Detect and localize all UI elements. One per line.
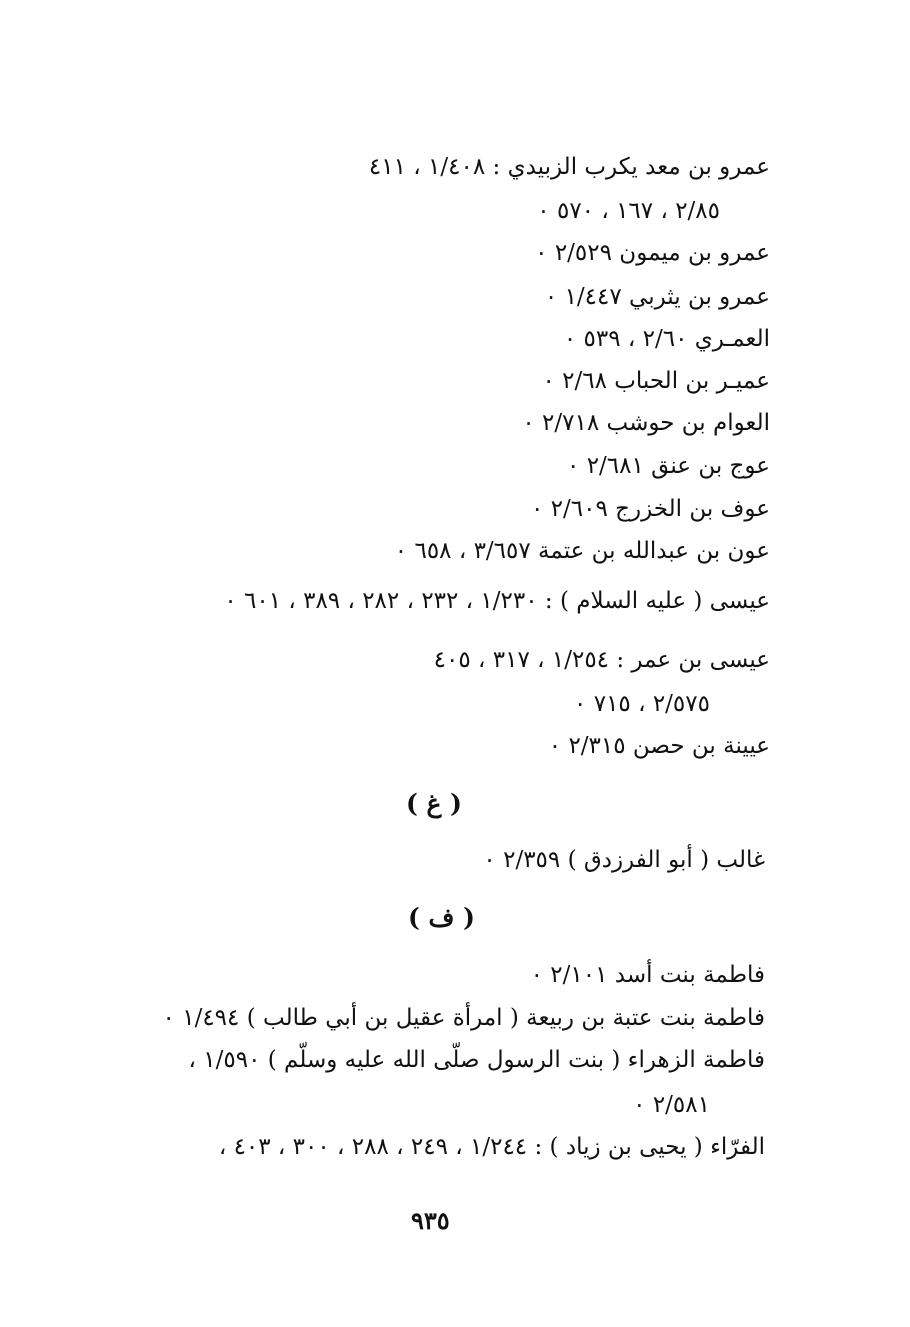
index-entry-continuation: ٢/٨٥ ، ١٦٧ ، ٥٧٠ ٠ [537, 198, 720, 224]
page-number: ٩٣٥ [411, 1206, 450, 1235]
index-entry: الفرّاء ( يحيى بن زياد ) : ١/٢٤٤ ، ٢٤٩ ، ٢٨٨ ، ٣٠٠ ، ٤٠٣ ، [218, 1134, 765, 1160]
section-heading-fa: ( ف ) [408, 903, 475, 932]
index-entry: عيسى ( عليه السلام ) : ١/٢٣٠ ، ٢٣٢ ، ٢٨٢ ، ٣٨٩ ، ٦٠١ ٠ [224, 588, 770, 614]
index-entry: فاطمة بنت عتبة بن ربيعة ( امرأة عقيل بن أبي طالب ) ١/٤٩٤ ٠ [162, 1005, 765, 1031]
index-entry-continuation: ٢/٥٨١ ٠ [633, 1092, 710, 1118]
index-entry: فاطمة الزهراء ( بنت الرسول صلّى الله عليه وسلّم ) ١/٥٩٠ ، [188, 1047, 765, 1073]
index-entry: عيينة بن حصن ٢/٣١٥ ٠ [548, 733, 770, 759]
index-entry: العوام بن حوشب ٢/٧١٨ ٠ [522, 410, 770, 436]
index-entry: عوف بن الخزرج ٢/٦٠٩ ٠ [530, 496, 770, 522]
index-entry: عمرو بن يثربي ١/٤٤٧ ٠ [544, 284, 770, 310]
index-entry: عيسى بن عمر : ١/٢٥٤ ، ٣١٧ ، ٤٠٥ [433, 647, 770, 673]
index-entry: عون بن عبدالله بن عتمة ٣/٦٥٧ ، ٦٥٨ ٠ [394, 538, 770, 564]
index-entry: غالب ( أبو الفرزدق ) ٢/٣٥٩ ٠ [483, 847, 765, 873]
index-entry: عمرو بن ميمون ٢/٥٢٩ ٠ [535, 240, 770, 266]
index-entry-continuation: ٢/٥٧٥ ، ٧١٥ ٠ [574, 691, 710, 717]
index-entry: العمـري ٢/٦٠ ، ٥٣٩ ٠ [563, 326, 770, 352]
index-entry: عمرو بن معد يكرب الزبيدي : ١/٤٠٨ ، ٤١١ [368, 154, 770, 180]
index-entry: عميـر بن الحباب ٢/٦٨ ٠ [542, 368, 770, 394]
index-entry: فاطمة بنت أسد ٢/١٠١ ٠ [530, 962, 765, 988]
section-heading-ghain: ( غ ) [406, 789, 462, 818]
index-entry: عوج بن عنق ٢/٦٨١ ٠ [567, 453, 770, 479]
